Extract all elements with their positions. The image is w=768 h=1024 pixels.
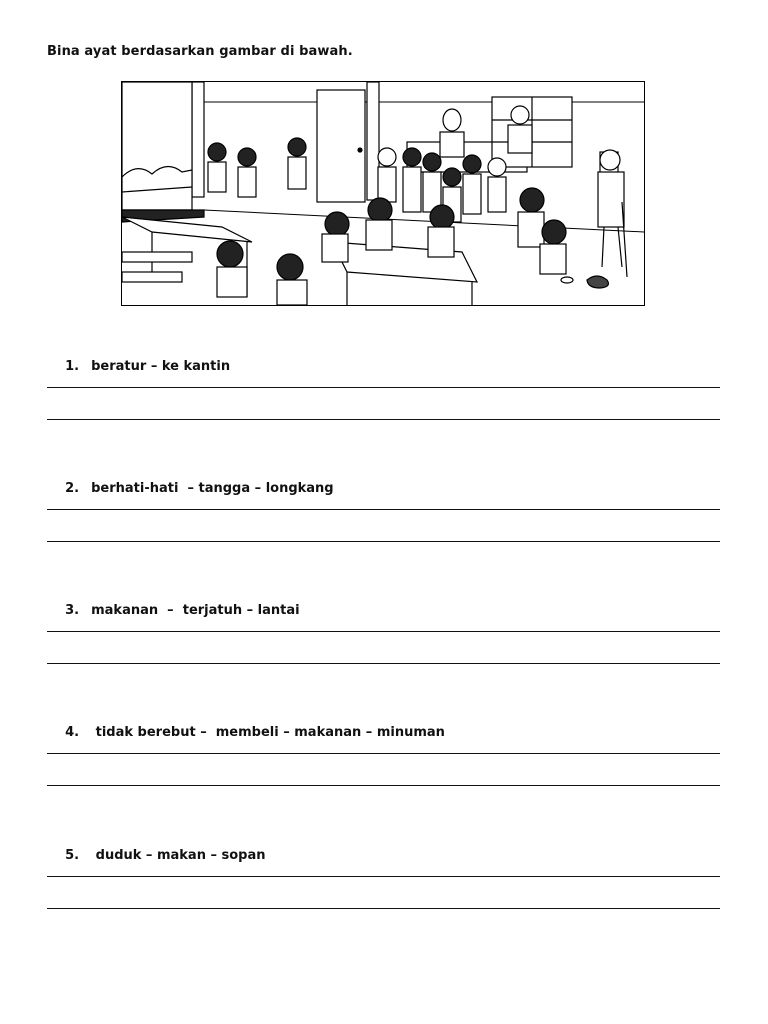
question-prompt: duduk – makan – sopan: [91, 848, 266, 863]
answer-line[interactable]: [47, 753, 720, 754]
answer-line[interactable]: [47, 541, 720, 542]
canteen-scene-illustration: [121, 81, 645, 306]
question-number: 4.: [65, 725, 80, 740]
answer-line[interactable]: [47, 908, 720, 909]
question-number: 3.: [65, 603, 80, 618]
question-number: 5.: [65, 848, 80, 863]
answer-line[interactable]: [47, 419, 720, 420]
question-3: [47, 588, 720, 678]
question-prompt: berhati-hati – tangga – longkang: [91, 481, 334, 496]
question-5: [47, 833, 720, 923]
answer-line[interactable]: [47, 387, 720, 388]
question-prompt: makanan – terjatuh – lantai: [91, 603, 300, 618]
question-2: [47, 466, 720, 556]
question-1: [47, 344, 720, 434]
question-number: 1.: [65, 359, 80, 374]
question-4: [47, 710, 720, 800]
worksheet-instruction: Bina ayat berdasarkan gambar di bawah.: [47, 44, 353, 59]
answer-line[interactable]: [47, 876, 720, 877]
answer-line[interactable]: [47, 663, 720, 664]
question-prompt: beratur – ke kantin: [91, 359, 231, 374]
question-number: 2.: [65, 481, 80, 496]
answer-line[interactable]: [47, 509, 720, 510]
answer-line[interactable]: [47, 785, 720, 786]
answer-line[interactable]: [47, 631, 720, 632]
question-prompt: tidak berebut – membeli – makanan – minuman: [91, 725, 445, 740]
